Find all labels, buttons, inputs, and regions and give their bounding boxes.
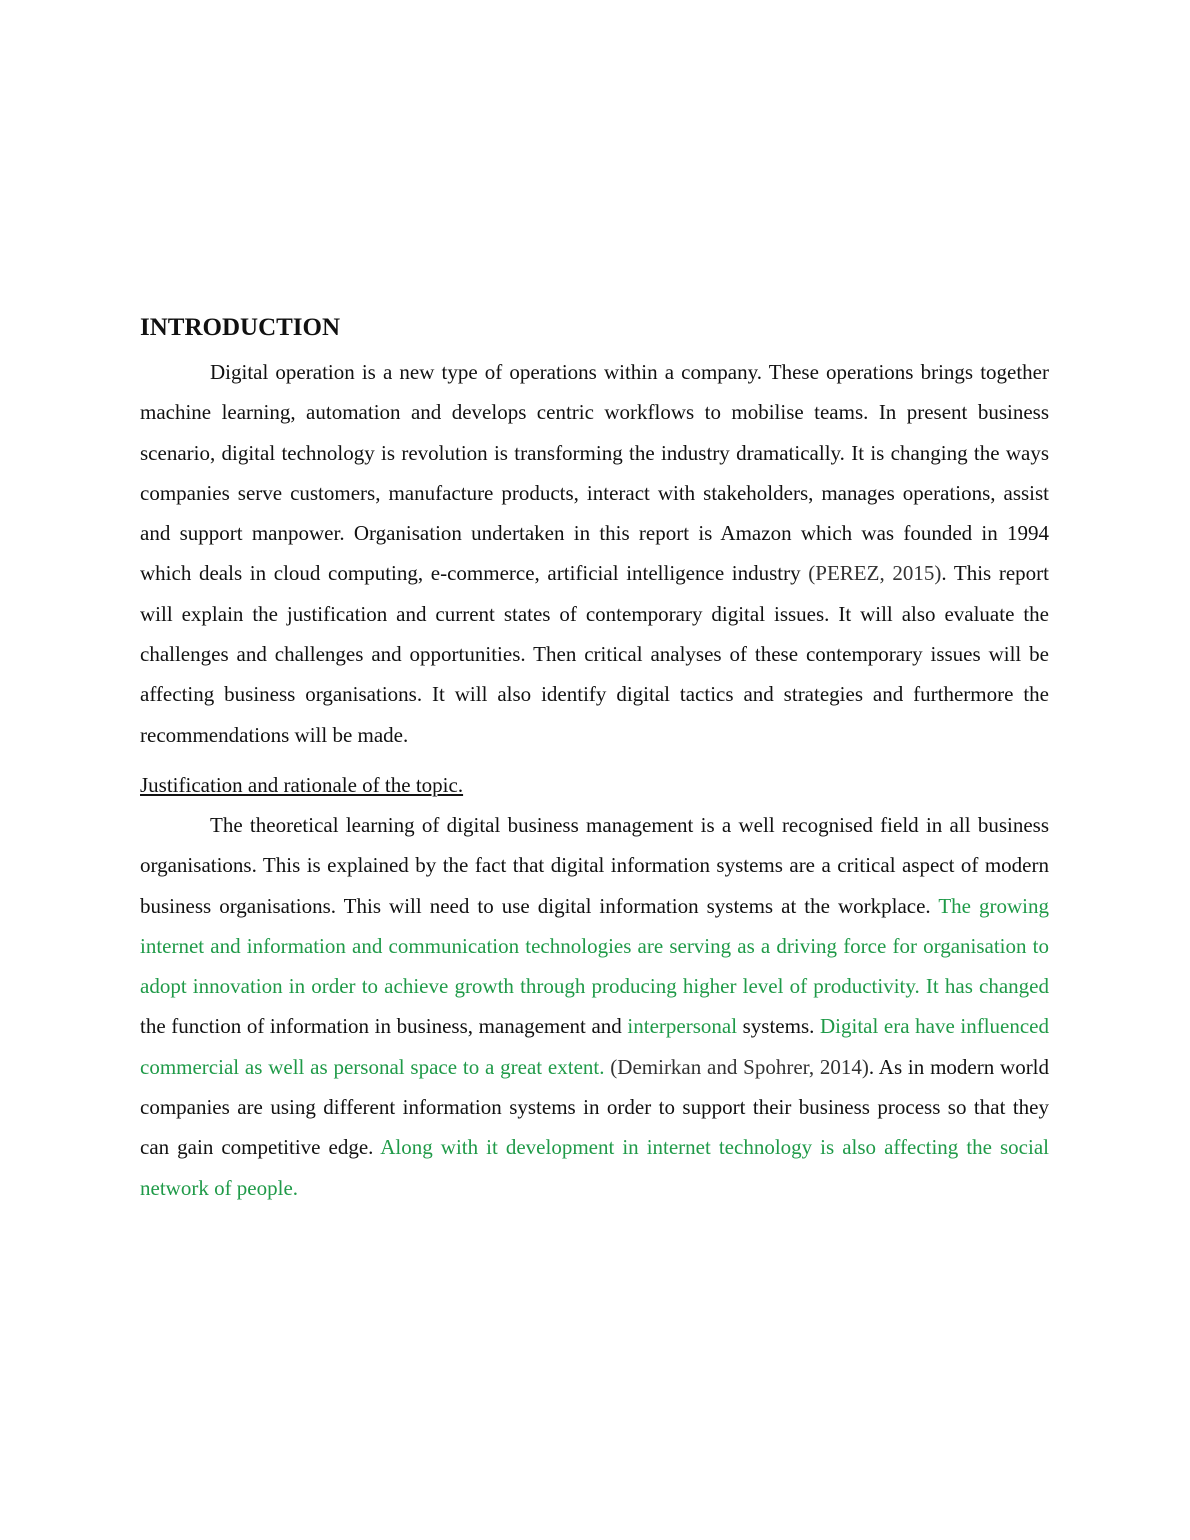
intro-text-a: Digital operation is a new type of operations within a company. These operations brings together machine learning, automation and develops centric workflows to mobilise teams. In present business scenario, digital technology is revolution is transforming the industry dramatically. It is changing the ways companies serve customers, manufacture products, interact with stakeholders, manages operations, assist and support manpower. Organisation undertaken in this report is Amazon which was founded in 1994 which deals in cloud computing, e-commerce, artificial intelligence industry <box>140 360 1049 586</box>
text-segment: systems. <box>737 1014 820 1039</box>
justification-subheading: Justification and rationale of the topic. <box>140 772 464 797</box>
highlighted-segment: Along with it development in internet technology is also affecting the social network of people. <box>140 1135 1049 1200</box>
text-segment: . As in modern world companies are using different information systems in order to support their business process so that they can gain competitive edge. <box>140 1054 1050 1160</box>
text-segment: the function of information in business, management and <box>140 1014 628 1039</box>
citation-demirkan: (Demirkan and Spohrer, 2014) <box>604 1054 869 1079</box>
document-page <box>140 310 1049 1208</box>
highlighted-segment: Digital era have influenced commercial as well as personal space to a great extent. <box>140 1014 1049 1079</box>
text-segment: The theoretical learning of digital business management is a well recognised field in all business organisations. This is explained by the fact that digital information systems are a critical aspect of modern business organisations. This will need to use digital information systems at the workplace. <box>140 812 1049 918</box>
introduction-paragraph <box>140 352 1049 755</box>
intro-text-b: . This report will explain the justification and current states of contemporary digital issues. It will also evaluate the challenges and challenges and opportunities. Then critical analyses of these contemporary issues will be affecting business organisations. It will also identify digital tactics and strategies and furthermore the recommendations will be made. <box>140 561 1049 747</box>
justification-paragraph <box>140 805 1049 1208</box>
introduction-heading: INTRODUCTION <box>140 314 341 341</box>
highlighted-segment: interpersonal <box>627 1014 738 1039</box>
highlighted-segment: The growing internet and information and communication technologies are serving as a driving force for organisation to adopt innovation in order to achieve growth through producing higher level of productivity. It has changed <box>140 893 1049 999</box>
citation-perez: (PEREZ, 2015) <box>808 561 942 586</box>
